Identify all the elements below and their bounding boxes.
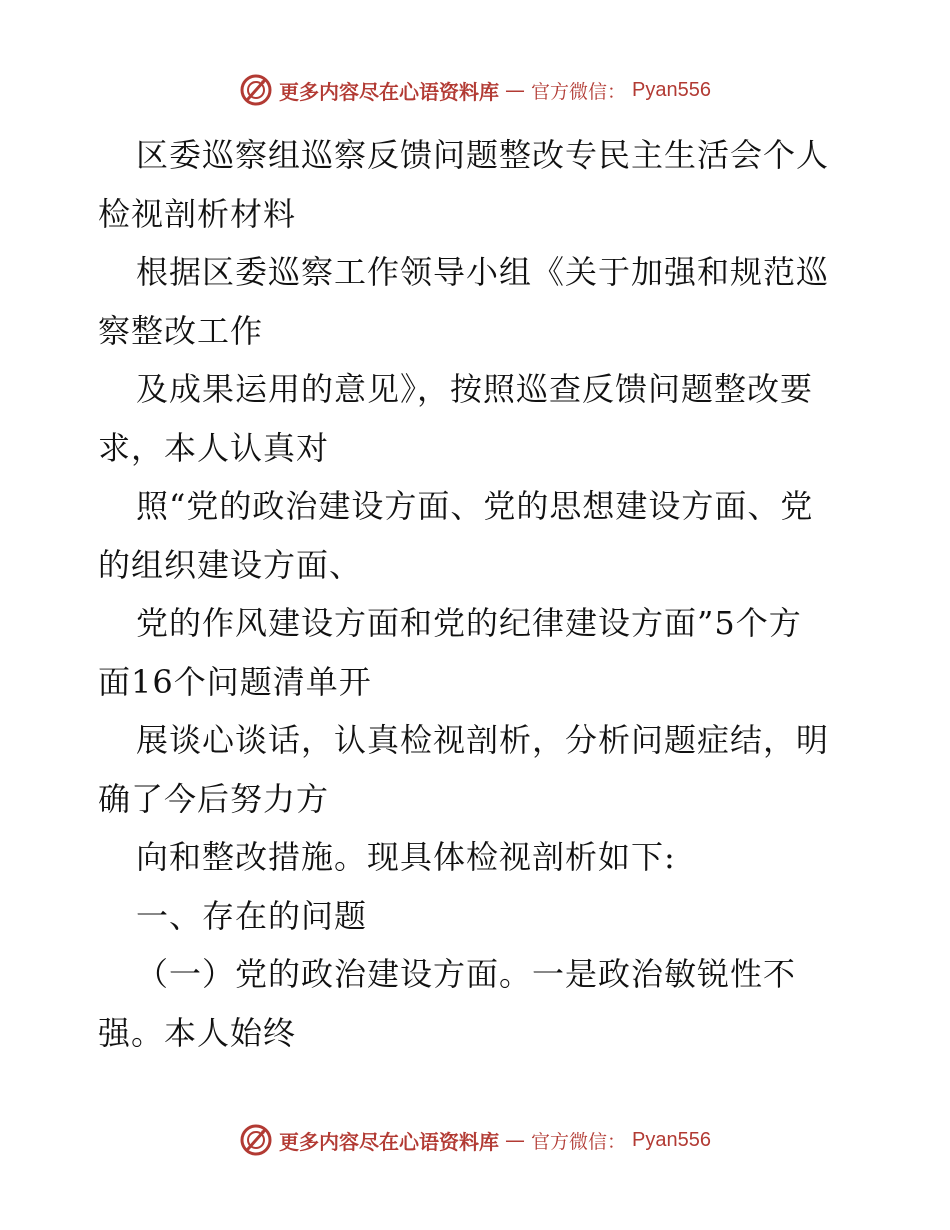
document-body: [98, 126, 858, 1062]
doc-line: 及成果运用的意见》，按照巡查反馈问题整改要: [136, 370, 814, 408]
banner-wechat-id: Pyan556: [632, 1128, 711, 1151]
doc-line: 察整改工作: [98, 311, 264, 350]
doc-line: 强。本人始终: [98, 1013, 297, 1052]
banner-dash: —: [505, 1128, 525, 1152]
footer-banner: [0, 1120, 950, 1160]
doc-line: （一）党的政治建设方面。一是政治敏锐性不: [136, 955, 797, 993]
logo-icon: [239, 73, 273, 107]
banner-wechat-label: 官方微信：: [531, 1130, 627, 1153]
doc-line: 的组织建设方面、: [98, 545, 363, 584]
doc-line: 党的作风建设方面和党的纪律建设方面”5个方: [136, 604, 802, 642]
doc-line: 区委巡察组巡察反馈问题整改专民主生活会个人: [136, 136, 830, 174]
logo-icon: [239, 1123, 273, 1157]
doc-line: 确了今后努力方: [98, 779, 330, 818]
doc-line: 向和整改措施。现具体检视剖析如下:: [136, 838, 676, 876]
doc-line: 根据区委巡察工作领导小组《关于加强和规范巡: [136, 253, 830, 291]
doc-line: 求，本人认真对: [98, 428, 330, 467]
doc-line: 照“党的政治建设方面、党的思想建设方面、党: [136, 487, 814, 525]
doc-line: 检视剖析材料: [98, 194, 297, 233]
banner-wechat-id: Pyan556: [632, 78, 711, 101]
doc-line: 展谈心谈话，认真检视剖析，分析问题症结，明: [136, 721, 830, 759]
header-banner: [0, 70, 950, 110]
banner-brand-text: 更多内容尽在心语资料库: [279, 1129, 499, 1154]
banner-dash: —: [505, 78, 525, 102]
banner-wechat-label: 官方微信：: [531, 80, 627, 103]
doc-line: 面16个问题清单开: [98, 662, 372, 701]
doc-line: 一、存在的问题: [136, 896, 368, 935]
banner-brand-text: 更多内容尽在心语资料库: [279, 79, 499, 104]
